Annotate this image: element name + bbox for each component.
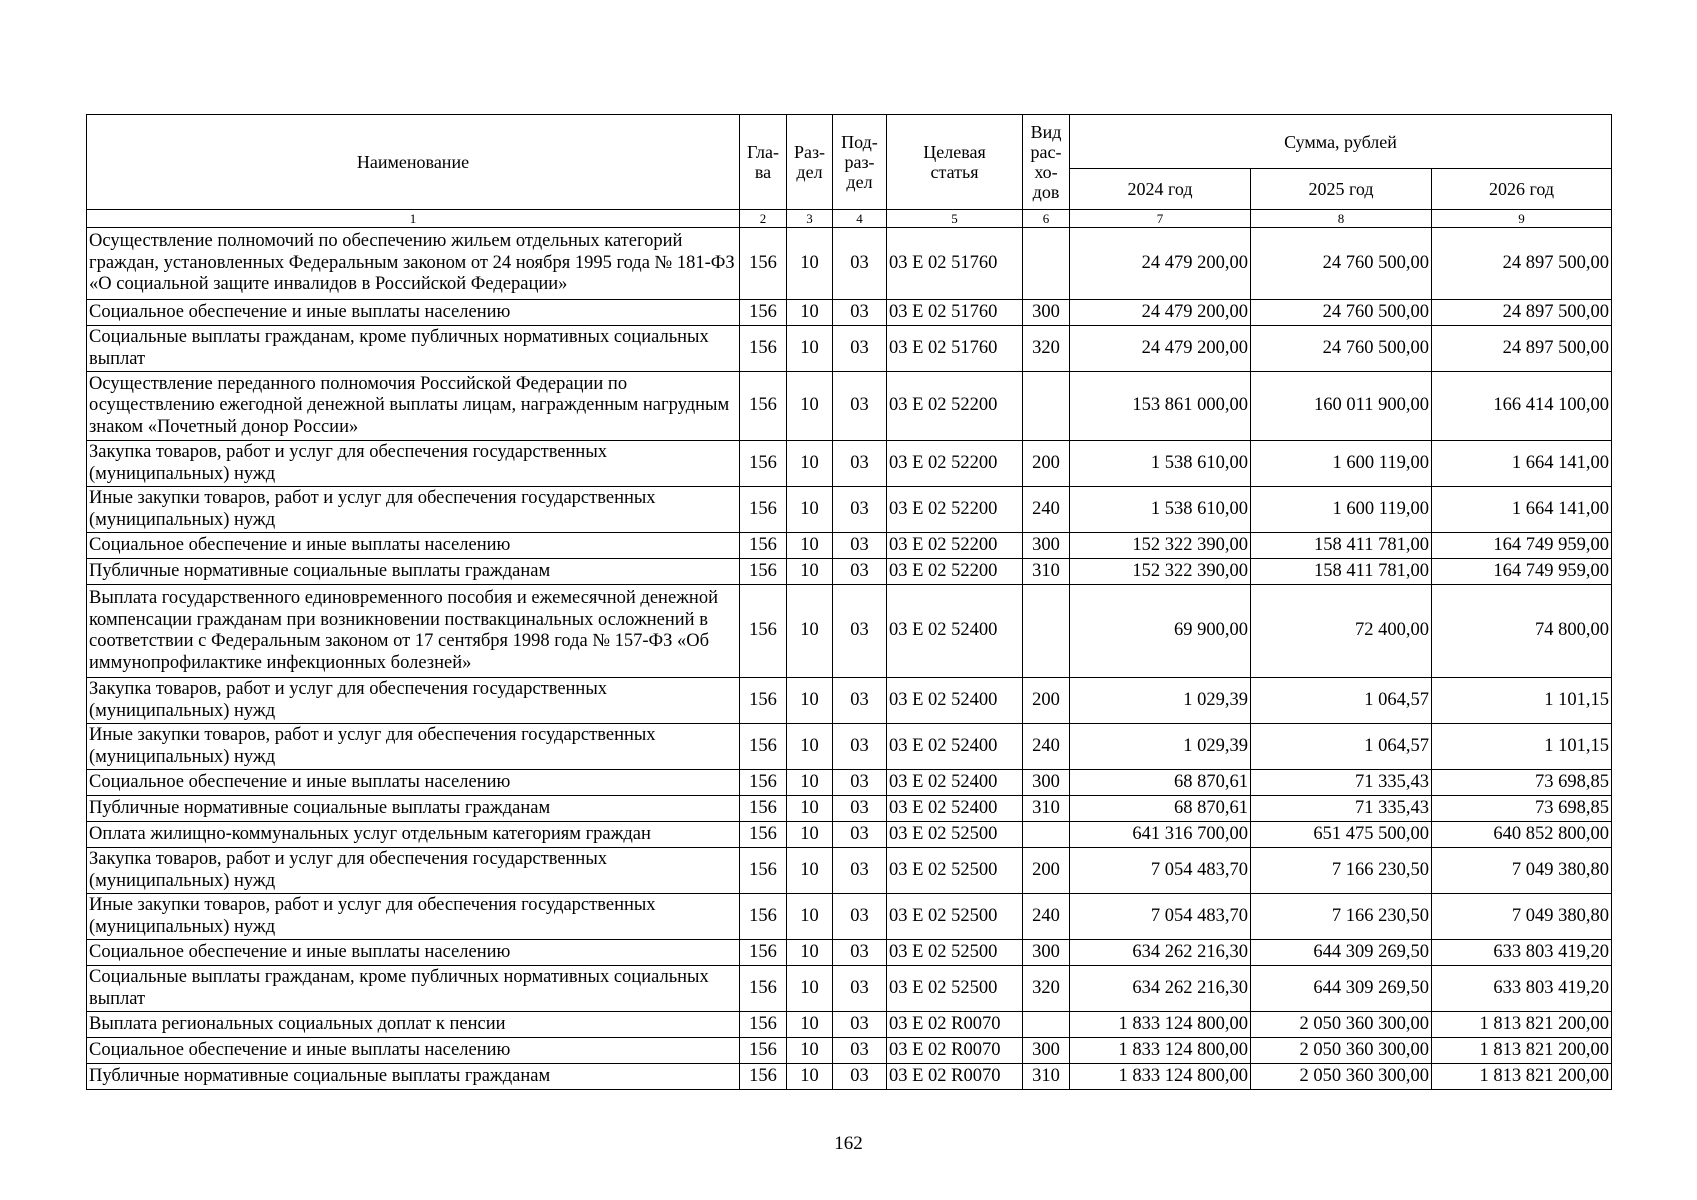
row-glava: 156 <box>740 559 787 585</box>
row-podrazdel: 03 <box>833 559 887 585</box>
table-row <box>87 326 1612 372</box>
row-amount-2026: 7 049 380,80 <box>1432 894 1612 940</box>
table-row <box>87 300 1612 326</box>
row-amount-2024: 1 833 124 800,00 <box>1070 1038 1251 1064</box>
row-amount-2026: 1 101,15 <box>1432 724 1612 770</box>
row-razdel: 10 <box>787 585 833 678</box>
row-amount-2025: 71 335,43 <box>1251 796 1432 822</box>
row-glava: 156 <box>740 894 787 940</box>
row-podrazdel: 03 <box>833 1038 887 1064</box>
row-name: Социальное обеспечение и иные выплаты населению <box>87 1038 740 1064</box>
row-amount-2025: 160 011 900,00 <box>1251 372 1432 441</box>
row-target-article: 03 Е 02 52200 <box>887 533 1023 559</box>
row-podrazdel: 03 <box>833 770 887 796</box>
row-razdel: 10 <box>787 724 833 770</box>
row-expense-type: 240 <box>1023 487 1070 533</box>
row-name: Закупка товаров, работ и услуг для обеспечения государственных (муниципальных) нужд <box>87 848 740 894</box>
row-razdel: 10 <box>787 487 833 533</box>
row-target-article: 03 Е 02 52500 <box>887 848 1023 894</box>
row-glava: 156 <box>740 678 787 724</box>
row-razdel: 10 <box>787 940 833 966</box>
row-amount-2025: 24 760 500,00 <box>1251 228 1432 300</box>
row-name: Оплата жилищно-коммунальных услуг отдельным категориям граждан <box>87 822 740 848</box>
row-amount-2025: 2 050 360 300,00 <box>1251 1038 1432 1064</box>
row-razdel: 10 <box>787 228 833 300</box>
row-podrazdel: 03 <box>833 228 887 300</box>
row-expense-type: 320 <box>1023 326 1070 372</box>
header-sum: Сумма, рублей <box>1070 115 1612 169</box>
row-glava: 156 <box>740 372 787 441</box>
row-expense-type <box>1023 1012 1070 1038</box>
row-name: Публичные нормативные социальные выплаты гражданам <box>87 1064 740 1090</box>
row-name: Иные закупки товаров, работ и услуг для обеспечения государственных (муниципальных) нужд <box>87 894 740 940</box>
row-podrazdel: 03 <box>833 796 887 822</box>
row-glava: 156 <box>740 300 787 326</box>
row-target-article: 03 Е 02 52200 <box>887 559 1023 585</box>
row-target-article: 03 Е 02 R0070 <box>887 1064 1023 1090</box>
row-glava: 156 <box>740 228 787 300</box>
row-expense-type <box>1023 585 1070 678</box>
row-podrazdel: 03 <box>833 585 887 678</box>
row-razdel: 10 <box>787 441 833 487</box>
row-amount-2026: 1 664 141,00 <box>1432 441 1612 487</box>
table-row <box>87 533 1612 559</box>
row-glava: 156 <box>740 326 787 372</box>
row-name: Социальные выплаты гражданам, кроме публичных нормативных социальных выплат <box>87 326 740 372</box>
row-name: Осуществление полномочий по обеспечению жильем отдельных категорий граждан, установленных Федеральным законом от 24 ноября 1995 года № 181-ФЗ «О социальной защите инвалидов в Российской Федерации» <box>87 228 740 300</box>
row-amount-2026: 7 049 380,80 <box>1432 848 1612 894</box>
row-target-article: 03 Е 02 52500 <box>887 822 1023 848</box>
row-expense-type: 300 <box>1023 300 1070 326</box>
row-glava: 156 <box>740 1038 787 1064</box>
table-row <box>87 585 1612 678</box>
row-expense-type <box>1023 822 1070 848</box>
table-row <box>87 1064 1612 1090</box>
column-number-row <box>87 210 1612 228</box>
row-razdel: 10 <box>787 300 833 326</box>
row-amount-2026: 633 803 419,20 <box>1432 940 1612 966</box>
row-amount-2024: 1 538 610,00 <box>1070 441 1251 487</box>
row-expense-type: 240 <box>1023 894 1070 940</box>
row-podrazdel: 03 <box>833 441 887 487</box>
row-amount-2026: 73 698,85 <box>1432 796 1612 822</box>
table-row <box>87 559 1612 585</box>
row-amount-2024: 24 479 200,00 <box>1070 228 1251 300</box>
row-glava: 156 <box>740 822 787 848</box>
row-target-article: 03 Е 02 52400 <box>887 724 1023 770</box>
row-glava: 156 <box>740 585 787 678</box>
row-amount-2026: 164 749 959,00 <box>1432 559 1612 585</box>
header-glava: Гла- ва <box>740 115 787 210</box>
row-amount-2024: 7 054 483,70 <box>1070 848 1251 894</box>
row-expense-type: 300 <box>1023 533 1070 559</box>
row-podrazdel: 03 <box>833 372 887 441</box>
row-name: Закупка товаров, работ и услуг для обеспечения государственных (муниципальных) нужд <box>87 678 740 724</box>
column-number: 1 <box>87 210 740 228</box>
row-glava: 156 <box>740 770 787 796</box>
row-razdel: 10 <box>787 1038 833 1064</box>
row-glava: 156 <box>740 940 787 966</box>
row-amount-2025: 7 166 230,50 <box>1251 848 1432 894</box>
row-amount-2024: 24 479 200,00 <box>1070 326 1251 372</box>
row-amount-2025: 24 760 500,00 <box>1251 326 1432 372</box>
header-vid: Вид рас- хо- дов <box>1023 115 1070 210</box>
row-amount-2025: 158 411 781,00 <box>1251 533 1432 559</box>
row-expense-type: 320 <box>1023 966 1070 1012</box>
column-number: 5 <box>887 210 1023 228</box>
row-target-article: 03 Е 02 52400 <box>887 796 1023 822</box>
row-podrazdel: 03 <box>833 487 887 533</box>
row-expense-type <box>1023 372 1070 441</box>
row-podrazdel: 03 <box>833 822 887 848</box>
row-amount-2026: 633 803 419,20 <box>1432 966 1612 1012</box>
row-amount-2025: 71 335,43 <box>1251 770 1432 796</box>
table-header <box>87 115 1612 228</box>
row-podrazdel: 03 <box>833 678 887 724</box>
row-razdel: 10 <box>787 848 833 894</box>
row-expense-type: 200 <box>1023 441 1070 487</box>
table-body <box>87 228 1612 1090</box>
column-number: 2 <box>740 210 787 228</box>
table-row <box>87 796 1612 822</box>
column-number: 3 <box>787 210 833 228</box>
row-amount-2025: 2 050 360 300,00 <box>1251 1064 1432 1090</box>
row-target-article: 03 Е 02 52400 <box>887 585 1023 678</box>
row-amount-2024: 68 870,61 <box>1070 770 1251 796</box>
row-target-article: 03 Е 02 52500 <box>887 966 1023 1012</box>
row-podrazdel: 03 <box>833 724 887 770</box>
row-amount-2025: 24 760 500,00 <box>1251 300 1432 326</box>
row-expense-type: 240 <box>1023 724 1070 770</box>
row-amount-2026: 24 897 500,00 <box>1432 326 1612 372</box>
row-glava: 156 <box>740 441 787 487</box>
column-number: 4 <box>833 210 887 228</box>
row-amount-2025: 1 064,57 <box>1251 724 1432 770</box>
row-glava: 156 <box>740 533 787 559</box>
row-glava: 156 <box>740 1064 787 1090</box>
column-number: 7 <box>1070 210 1251 228</box>
header-year-2026: 2026 год <box>1432 169 1612 210</box>
row-amount-2024: 634 262 216,30 <box>1070 940 1251 966</box>
table-row <box>87 724 1612 770</box>
row-target-article: 03 Е 02 52200 <box>887 487 1023 533</box>
row-amount-2025: 2 050 360 300,00 <box>1251 1012 1432 1038</box>
row-podrazdel: 03 <box>833 1064 887 1090</box>
row-amount-2026: 164 749 959,00 <box>1432 533 1612 559</box>
row-expense-type: 310 <box>1023 1064 1070 1090</box>
row-expense-type <box>1023 228 1070 300</box>
row-name: Публичные нормативные социальные выплаты гражданам <box>87 559 740 585</box>
column-number: 6 <box>1023 210 1070 228</box>
row-amount-2025: 651 475 500,00 <box>1251 822 1432 848</box>
row-amount-2024: 24 479 200,00 <box>1070 300 1251 326</box>
row-amount-2025: 158 411 781,00 <box>1251 559 1432 585</box>
row-target-article: 03 Е 02 52500 <box>887 940 1023 966</box>
row-glava: 156 <box>740 796 787 822</box>
row-razdel: 10 <box>787 678 833 724</box>
row-amount-2024: 634 262 216,30 <box>1070 966 1251 1012</box>
row-podrazdel: 03 <box>833 1012 887 1038</box>
row-glava: 156 <box>740 966 787 1012</box>
row-podrazdel: 03 <box>833 940 887 966</box>
row-target-article: 03 Е 02 52200 <box>887 372 1023 441</box>
page-number: 162 <box>834 1133 863 1154</box>
row-name: Социальное обеспечение и иные выплаты населению <box>87 940 740 966</box>
row-razdel: 10 <box>787 966 833 1012</box>
header-podrazdel: Под- раз- дел <box>833 115 887 210</box>
row-amount-2025: 1 064,57 <box>1251 678 1432 724</box>
row-target-article: 03 Е 02 52400 <box>887 678 1023 724</box>
row-amount-2024: 153 861 000,00 <box>1070 372 1251 441</box>
row-target-article: 03 Е 02 R0070 <box>887 1012 1023 1038</box>
row-glava: 156 <box>740 724 787 770</box>
row-amount-2025: 644 309 269,50 <box>1251 966 1432 1012</box>
row-target-article: 03 Е 02 51760 <box>887 300 1023 326</box>
row-target-article: 03 Е 02 52500 <box>887 894 1023 940</box>
table-row <box>87 770 1612 796</box>
row-amount-2024: 68 870,61 <box>1070 796 1251 822</box>
row-glava: 156 <box>740 848 787 894</box>
row-razdel: 10 <box>787 796 833 822</box>
row-expense-type: 200 <box>1023 848 1070 894</box>
row-amount-2026: 73 698,85 <box>1432 770 1612 796</box>
row-amount-2024: 152 322 390,00 <box>1070 559 1251 585</box>
row-amount-2026: 74 800,00 <box>1432 585 1612 678</box>
row-amount-2024: 69 900,00 <box>1070 585 1251 678</box>
row-expense-type: 300 <box>1023 770 1070 796</box>
row-amount-2026: 1 101,15 <box>1432 678 1612 724</box>
row-amount-2026: 1 813 821 200,00 <box>1432 1064 1612 1090</box>
header-year-2025: 2025 год <box>1251 169 1432 210</box>
row-amount-2026: 1 664 141,00 <box>1432 487 1612 533</box>
row-amount-2026: 640 852 800,00 <box>1432 822 1612 848</box>
row-glava: 156 <box>740 1012 787 1038</box>
row-amount-2024: 7 054 483,70 <box>1070 894 1251 940</box>
row-amount-2025: 72 400,00 <box>1251 585 1432 678</box>
row-razdel: 10 <box>787 559 833 585</box>
row-amount-2024: 641 316 700,00 <box>1070 822 1251 848</box>
row-podrazdel: 03 <box>833 848 887 894</box>
table-row <box>87 940 1612 966</box>
row-podrazdel: 03 <box>833 966 887 1012</box>
row-razdel: 10 <box>787 533 833 559</box>
header-year-2024: 2024 год <box>1070 169 1251 210</box>
table-row <box>87 678 1612 724</box>
header-razdel: Раз- дел <box>787 115 833 210</box>
table-row <box>87 1038 1612 1064</box>
row-amount-2024: 1 538 610,00 <box>1070 487 1251 533</box>
table-row <box>87 822 1612 848</box>
row-name: Выплата региональных социальных доплат к пенсии <box>87 1012 740 1038</box>
row-name: Закупка товаров, работ и услуг для обеспечения государственных (муниципальных) нужд <box>87 441 740 487</box>
header-target: Целевая статья <box>887 115 1023 210</box>
row-podrazdel: 03 <box>833 533 887 559</box>
row-name: Социальное обеспечение и иные выплаты населению <box>87 533 740 559</box>
row-amount-2026: 24 897 500,00 <box>1432 300 1612 326</box>
row-name: Публичные нормативные социальные выплаты гражданам <box>87 796 740 822</box>
row-name: Иные закупки товаров, работ и услуг для обеспечения государственных (муниципальных) нужд <box>87 487 740 533</box>
table-row <box>87 487 1612 533</box>
table-row <box>87 894 1612 940</box>
column-number: 8 <box>1251 210 1432 228</box>
table-row <box>87 372 1612 441</box>
row-amount-2025: 7 166 230,50 <box>1251 894 1432 940</box>
table-row <box>87 1012 1612 1038</box>
row-target-article: 03 Е 02 R0070 <box>887 1038 1023 1064</box>
row-razdel: 10 <box>787 822 833 848</box>
header-name: Наименование <box>87 115 740 210</box>
row-expense-type: 310 <box>1023 796 1070 822</box>
row-razdel: 10 <box>787 1012 833 1038</box>
row-expense-type: 310 <box>1023 559 1070 585</box>
table-row <box>87 441 1612 487</box>
table-row <box>87 848 1612 894</box>
row-target-article: 03 Е 02 52200 <box>887 441 1023 487</box>
row-amount-2024: 1 833 124 800,00 <box>1070 1012 1251 1038</box>
row-amount-2024: 1 029,39 <box>1070 724 1251 770</box>
row-expense-type: 200 <box>1023 678 1070 724</box>
row-amount-2025: 644 309 269,50 <box>1251 940 1432 966</box>
row-glava: 156 <box>740 487 787 533</box>
row-amount-2026: 1 813 821 200,00 <box>1432 1038 1612 1064</box>
row-razdel: 10 <box>787 326 833 372</box>
row-amount-2024: 1 029,39 <box>1070 678 1251 724</box>
row-expense-type: 300 <box>1023 1038 1070 1064</box>
row-amount-2026: 1 813 821 200,00 <box>1432 1012 1612 1038</box>
row-amount-2024: 152 322 390,00 <box>1070 533 1251 559</box>
row-name: Выплата государственного единовременного пособия и ежемесячной денежной компенсации гражданам при возникновении поствакцинальных осложнений в соответствии с Федеральным законом от 17 сентября 1998 года № 157-ФЗ «Об иммунопрофилактике инфекционных болезней» <box>87 585 740 678</box>
row-amount-2026: 24 897 500,00 <box>1432 228 1612 300</box>
row-expense-type: 300 <box>1023 940 1070 966</box>
row-razdel: 10 <box>787 1064 833 1090</box>
row-name: Осуществление переданного полномочия Российской Федерации по осуществлению ежегодной денежной выплаты лицам, награжденным нагрудным знаком «Почетный донор России» <box>87 372 740 441</box>
row-amount-2024: 1 833 124 800,00 <box>1070 1064 1251 1090</box>
row-name: Социальное обеспечение и иные выплаты населению <box>87 770 740 796</box>
row-name: Социальные выплаты гражданам, кроме публичных нормативных социальных выплат <box>87 966 740 1012</box>
row-target-article: 03 Е 02 51760 <box>887 228 1023 300</box>
row-amount-2026: 166 414 100,00 <box>1432 372 1612 441</box>
row-name: Социальное обеспечение и иные выплаты населению <box>87 300 740 326</box>
row-razdel: 10 <box>787 894 833 940</box>
row-amount-2025: 1 600 119,00 <box>1251 441 1432 487</box>
row-name: Иные закупки товаров, работ и услуг для обеспечения государственных (муниципальных) нужд <box>87 724 740 770</box>
row-podrazdel: 03 <box>833 300 887 326</box>
budget-table <box>86 114 1612 1090</box>
row-target-article: 03 Е 02 52400 <box>887 770 1023 796</box>
column-number: 9 <box>1432 210 1612 228</box>
row-razdel: 10 <box>787 372 833 441</box>
table-row <box>87 966 1612 1012</box>
row-target-article: 03 Е 02 51760 <box>887 326 1023 372</box>
row-podrazdel: 03 <box>833 894 887 940</box>
row-amount-2025: 1 600 119,00 <box>1251 487 1432 533</box>
row-razdel: 10 <box>787 770 833 796</box>
row-podrazdel: 03 <box>833 326 887 372</box>
table-row <box>87 228 1612 300</box>
